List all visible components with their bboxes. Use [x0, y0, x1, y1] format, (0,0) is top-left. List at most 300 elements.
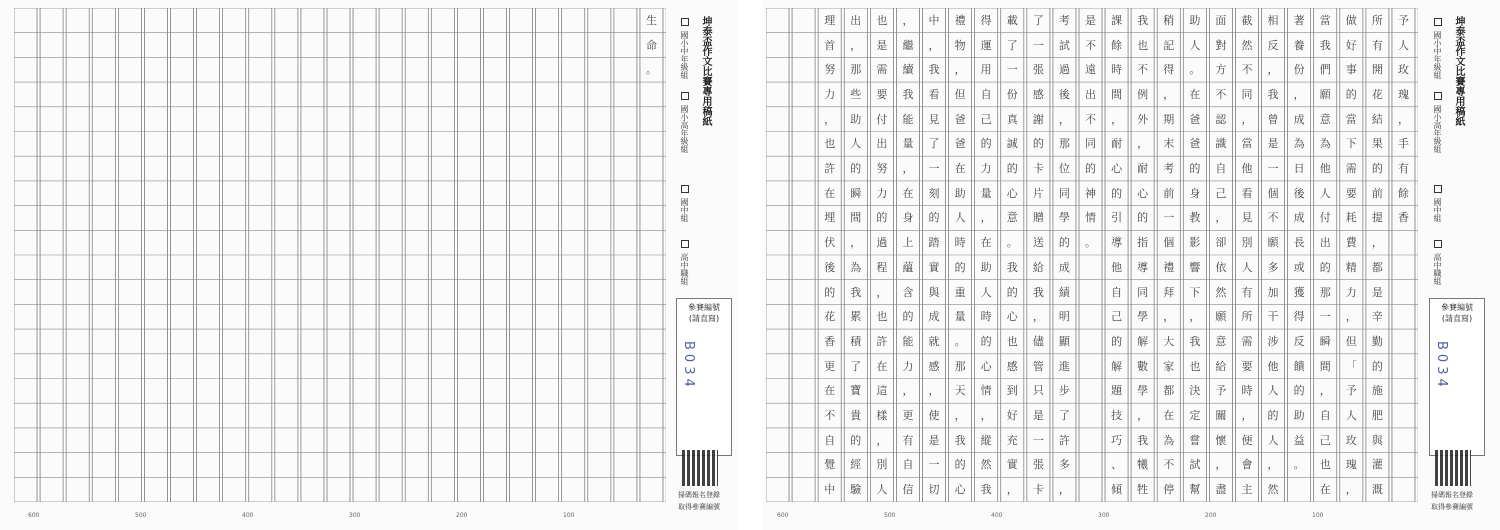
essay-char: 當 [1319, 13, 1331, 27]
essay-char: ， [902, 384, 914, 398]
qr-caption-1: 掃碼報名登錄 [678, 491, 720, 499]
essay-char: ， [1058, 483, 1070, 497]
ruler-label: 600 [777, 512, 789, 519]
essay-char: 看 [928, 87, 940, 101]
essay-char: 瞬 [850, 186, 862, 200]
left-form-sidebar [676, 10, 731, 515]
essay-char: 許 [1058, 433, 1070, 447]
essay-char: 的 [1032, 137, 1044, 151]
essay-char: 別 [1241, 236, 1253, 250]
essay-char: 許 [824, 162, 836, 176]
essay-char: 的 [902, 310, 914, 324]
essay-char: 在 [824, 384, 836, 398]
essay-char: 信 [902, 483, 914, 497]
essay-char: 了 [1058, 409, 1070, 423]
essay-char: 物 [954, 38, 966, 52]
essay-char: 管 [1032, 359, 1044, 373]
essay-char: 樣 [876, 409, 888, 423]
essay-char: 。 [1085, 236, 1096, 250]
essay-char: 在 [876, 359, 888, 373]
essay-char: 溉 [1371, 483, 1383, 497]
checked-checkbox-icon[interactable] [1434, 92, 1442, 100]
essay-char: 在 [824, 186, 836, 200]
essay-char: 真 [1006, 112, 1018, 126]
essay-char: 我 [1319, 38, 1331, 52]
essay-char: ， [1163, 87, 1175, 101]
essay-char: 試 [1189, 458, 1201, 472]
essay-char: 期 [1163, 112, 1175, 126]
essay-char: ， [980, 211, 992, 225]
essay-char: 依 [1215, 260, 1227, 274]
essay-char: 截 [1241, 13, 1253, 27]
essay-char: 遠 [1085, 63, 1096, 77]
essay-char: 自 [1111, 285, 1123, 299]
id-label: 參賽編號 [1441, 303, 1473, 312]
essay-char: 含 [902, 285, 914, 299]
essay-char: 了 [1032, 13, 1044, 27]
essay-char: 力 [1345, 285, 1357, 299]
essay-char: 是 [928, 433, 940, 447]
essay-char: 刻 [928, 186, 940, 200]
essay-char: 然 [1215, 285, 1227, 299]
checkbox-icon[interactable] [681, 92, 689, 100]
essay-char: 天 [954, 384, 966, 398]
essay-char: 不 [1085, 112, 1096, 126]
checkbox-icon[interactable] [681, 240, 689, 248]
essay-char: 使 [928, 409, 940, 423]
essay-char: 一 [928, 162, 940, 176]
checkbox-icon[interactable] [1434, 18, 1442, 26]
essay-char: 末 [1163, 137, 1175, 151]
option-elem-mid[interactable]: 國小中年級組 [679, 18, 690, 79]
essay-char: 我 [954, 433, 966, 447]
essay-char: 的 [928, 211, 940, 225]
essay-char: 了 [850, 359, 862, 373]
essay-char: 不 [1085, 38, 1096, 52]
essay-char: 卡 [1032, 162, 1044, 176]
essay-char: 肥 [1371, 409, 1383, 423]
essay-char: 用 [980, 63, 992, 77]
essay-char: 時 [980, 310, 992, 324]
essay-char: 累 [850, 310, 862, 324]
essay-char: 人 [850, 137, 862, 151]
ruler-label: 400 [991, 512, 1003, 519]
essay-char: 禮 [954, 13, 966, 27]
essay-char: 顯 [1058, 334, 1070, 348]
essay-char: 我 [1267, 87, 1279, 101]
essay-char: 著 [1293, 13, 1305, 27]
essay-char: 間 [1319, 359, 1331, 373]
essay-char: 灌 [1371, 458, 1383, 472]
essay-char: 加 [1267, 285, 1279, 299]
essay-char: 數 [1137, 359, 1149, 373]
essay-char: 一 [928, 458, 940, 472]
essay-char: 也 [1319, 458, 1331, 472]
essay-char: 反 [1293, 334, 1305, 348]
essay-char: 我 [1032, 285, 1044, 299]
essay-char: 好 [1006, 409, 1018, 423]
essay-char: 在 [1163, 409, 1175, 423]
essay-char: 成 [1293, 112, 1305, 126]
essay-char: 傾 [1111, 483, 1123, 497]
essay-char: 下 [1189, 285, 1201, 299]
essay-char: 人 [1267, 384, 1279, 398]
essay-char: 解 [1137, 334, 1149, 348]
option-senior[interactable]: 高中職組 [1432, 240, 1443, 285]
essay-char: 心 [954, 483, 966, 497]
checkbox-icon[interactable] [681, 18, 689, 26]
essay-char: ， [824, 112, 836, 126]
essay-char: 學 [1137, 384, 1149, 398]
essay-char: 份 [1293, 63, 1305, 77]
essay-char: ， [1189, 310, 1201, 324]
essay-char: 玫 [1397, 63, 1409, 77]
essay-char: 個 [1267, 186, 1279, 200]
ruler-label: 100 [563, 512, 575, 519]
essay-char: 貴 [850, 409, 862, 423]
essay-char: ， [1111, 112, 1123, 126]
essay-char: 試 [1058, 38, 1070, 52]
essay-char: 然 [1267, 483, 1279, 497]
qr-code-icon[interactable] [682, 450, 718, 486]
essay-char: 的 [1006, 162, 1018, 176]
essay-char: 他 [1241, 162, 1253, 176]
essay-char: 是 [1371, 285, 1383, 299]
essay-char: 是 [876, 38, 888, 52]
essay-char: ， [1241, 409, 1253, 423]
essay-char: 助 [1293, 409, 1305, 423]
essay-char: ， [1293, 87, 1305, 101]
essay-char: 力 [876, 186, 888, 200]
essay-char: 經 [850, 458, 862, 472]
essay-char: ， [876, 285, 888, 299]
essay-char: 能 [902, 334, 914, 348]
essay-char: 的 [980, 137, 992, 151]
essay-char: 那 [850, 63, 862, 77]
essay-char: 嘗 [1189, 433, 1201, 447]
essay-char: 時 [954, 236, 966, 250]
essay-char: 多 [1267, 260, 1279, 274]
qr-code-icon[interactable] [1435, 450, 1471, 486]
right-writing-grid [766, 8, 1418, 502]
essay-char: 要 [1241, 359, 1253, 373]
essay-char: ， [902, 162, 914, 176]
essay-char: ， [902, 13, 914, 27]
id-label: 參賽編號 [688, 303, 720, 312]
essay-char: 的 [1189, 162, 1201, 176]
essay-char: ， [1241, 112, 1253, 126]
essay-char: 也 [1006, 334, 1018, 348]
essay-char: ， [980, 409, 992, 423]
essay-char: 導 [1111, 236, 1123, 250]
essay-char: 予 [1397, 13, 1409, 27]
id-value: B034 [1434, 341, 1449, 391]
essay-char: 神 [1085, 186, 1096, 200]
form-title: 坤泰盃作文比賽專用稿紙 [1453, 16, 1464, 126]
essay-char: ， [1397, 112, 1409, 126]
essay-char: 結 [1371, 112, 1383, 126]
form-title: 坤泰盃作文比賽專用稿紙 [700, 16, 711, 126]
essay-char: 開 [1371, 63, 1383, 77]
essay-char: 益 [1293, 433, 1305, 447]
essay-char: 卻 [1215, 236, 1227, 250]
essay-char: 心 [980, 359, 992, 373]
essay-char: ， [1345, 310, 1357, 324]
option-junior[interactable]: 國中組 [1432, 185, 1443, 222]
essay-char: 切 [928, 483, 940, 497]
essay-char: 己 [1111, 310, 1123, 324]
essay-char: 香 [1397, 211, 1409, 225]
essay-char: 人 [876, 483, 888, 497]
essay-char: 獲 [1293, 285, 1305, 299]
essay-char: 我 [850, 285, 862, 299]
essay-char: 們 [1319, 63, 1331, 77]
essay-char: 成 [1058, 260, 1070, 274]
essay-char: 技 [1111, 409, 1123, 423]
essay-char: 與 [1371, 433, 1383, 447]
essay-char: 人 [1189, 38, 1201, 52]
essay-char: 一 [1006, 63, 1018, 77]
essay-char: 不 [1137, 63, 1149, 77]
essay-char: 那 [1319, 285, 1331, 299]
essay-char: 。 [645, 63, 657, 77]
essay-char: 間 [850, 211, 862, 225]
essay-char: 我 [1137, 433, 1149, 447]
essay-char: 卡 [1032, 483, 1044, 497]
essay-char: 張 [1032, 63, 1044, 77]
essay-char: 中 [928, 13, 940, 27]
contest-id-box [676, 298, 732, 456]
essay-char: 力 [824, 87, 836, 101]
essay-char: 時 [1241, 384, 1253, 398]
left-writing-grid [14, 8, 666, 502]
essay-char: 得 [1163, 63, 1175, 77]
essay-char: 努 [876, 162, 888, 176]
essay-char: 力 [980, 162, 992, 176]
id-note: (請直寫) [688, 314, 720, 323]
essay-char: 在 [1189, 87, 1201, 101]
checkbox-icon[interactable] [681, 185, 689, 193]
essay-char: 身 [1189, 186, 1201, 200]
essay-char: 、 [1111, 458, 1123, 472]
left-grid-lines [14, 8, 666, 502]
essay-char: 然 [980, 458, 992, 472]
essay-char: 題 [1111, 384, 1123, 398]
essay-char: 助 [954, 186, 966, 200]
essay-char: 指 [1137, 236, 1149, 250]
option-elem-mid[interactable]: 國小中年級組 [1432, 18, 1443, 79]
essay-char: 積 [850, 334, 862, 348]
essay-char: ， [954, 63, 966, 77]
essay-char: 贈 [1032, 211, 1044, 225]
ruler-label: 500 [135, 512, 147, 519]
essay-char: 涉 [1267, 334, 1279, 348]
essay-char: 花 [1371, 87, 1383, 101]
essay-char: 張 [1032, 458, 1044, 472]
essay-char: 別 [876, 458, 888, 472]
essay-char: 許 [876, 334, 888, 348]
essay-char: 爸 [954, 112, 966, 126]
essay-char: 感 [928, 359, 940, 373]
option-senior[interactable]: 高中職組 [679, 240, 690, 285]
essay-char: 蘊 [902, 260, 914, 274]
essay-char: 的 [824, 285, 836, 299]
essay-char: 長 [1293, 236, 1305, 250]
essay-char: 身 [902, 211, 914, 225]
essay-char: 意 [1215, 334, 1227, 348]
right-form-sidebar [1429, 10, 1484, 515]
essay-char: 所 [1371, 13, 1383, 27]
essay-char: 是 [1085, 13, 1096, 27]
essay-char: 稍 [1163, 13, 1175, 27]
essay-char: 拜 [1163, 285, 1175, 299]
essay-char: 些 [850, 87, 862, 101]
essay-char: 為 [1319, 137, 1331, 151]
essay-char: 的 [1293, 384, 1305, 398]
essay-char: 己 [980, 112, 992, 126]
essay-char: ， [850, 38, 862, 52]
checkbox-icon[interactable] [1434, 185, 1442, 193]
essay-char: 繼 [902, 38, 914, 52]
essay-char: 到 [1006, 384, 1018, 398]
essay-char: 耐 [1137, 162, 1149, 176]
essay-char: 的 [1345, 87, 1357, 101]
essay-char: 重 [954, 285, 966, 299]
essay-char: 精 [1345, 260, 1357, 274]
essay-char: 更 [902, 409, 914, 423]
essay-char: 在 [1319, 483, 1331, 497]
option-elem-high[interactable]: 國小高年級組 [1432, 92, 1443, 153]
essay-char: 給 [1215, 359, 1227, 373]
essay-char: 份 [1006, 87, 1018, 101]
essay-char: 巧 [1111, 433, 1123, 447]
essay-char: 也 [876, 310, 888, 324]
essay-char: 助 [1189, 13, 1201, 27]
essay-char: 勤 [1371, 334, 1383, 348]
essay-char: 餘 [1111, 38, 1123, 52]
essay-char: 中 [824, 483, 836, 497]
essay-char: 的 [980, 334, 992, 348]
essay-char: 辛 [1371, 310, 1383, 324]
essay-char: 心 [1006, 310, 1018, 324]
essay-char: 做 [1345, 13, 1357, 27]
option-elem-high[interactable]: 國小高年級組 [679, 92, 690, 153]
essay-char: 埋 [824, 211, 836, 225]
essay-char: 在 [980, 236, 992, 250]
essay-char: 也 [1189, 359, 1201, 373]
option-junior[interactable]: 國中組 [679, 185, 690, 222]
essay-char: 不 [1215, 87, 1227, 101]
essay-char: 懷 [1215, 433, 1227, 447]
essay-char: 與 [928, 285, 940, 299]
essay-char: ， [1058, 112, 1070, 126]
essay-char: 後 [1058, 87, 1070, 101]
essay-char: 踏 [928, 236, 940, 250]
ruler-label: 500 [884, 512, 896, 519]
essay-char: 給 [1032, 260, 1044, 274]
essay-char: 自 [1215, 162, 1227, 176]
essay-char: 決 [1189, 384, 1201, 398]
essay-char: 多 [1058, 458, 1070, 472]
essay-char: 伏 [824, 236, 836, 250]
essay-char: 人 [1241, 260, 1253, 274]
essay-char: 程 [876, 260, 888, 274]
essay-char: 需 [1345, 162, 1357, 176]
essay-char: 同 [1085, 137, 1096, 151]
essay-char: 爸 [1189, 137, 1201, 151]
essay-char: 的 [850, 162, 862, 176]
essay-char: 寶 [850, 384, 862, 398]
essay-char: 後 [824, 260, 836, 274]
essay-char: 績 [1058, 285, 1070, 299]
essay-char: 爸 [954, 137, 966, 151]
essay-char: 充 [1006, 433, 1018, 447]
essay-char: 量 [980, 186, 992, 200]
essay-char: 饋 [1293, 359, 1305, 373]
essay-char: 的 [1111, 186, 1123, 200]
essay-char: 一 [1267, 162, 1279, 176]
essay-char: ， [954, 409, 966, 423]
essay-char: 然 [1241, 38, 1253, 52]
ruler-label: 600 [28, 512, 40, 519]
essay-char: 一 [1032, 433, 1044, 447]
essay-char: 的 [1319, 260, 1331, 274]
essay-char: 自 [824, 433, 836, 447]
essay-char: 明 [1058, 310, 1070, 324]
essay-char: 一 [1319, 310, 1331, 324]
essay-char: 意 [1006, 211, 1018, 225]
essay-char: 出 [850, 13, 862, 27]
essay-char: 努 [824, 63, 836, 77]
essay-char: 手 [1397, 137, 1409, 151]
essay-char: 在 [954, 162, 966, 176]
essay-char: 我 [1137, 13, 1149, 27]
essay-char: 運 [980, 38, 992, 52]
essay-char: 的 [850, 433, 862, 447]
ruler-label: 200 [1205, 512, 1217, 519]
essay-char: 的 [1137, 211, 1149, 225]
essay-char: 瞬 [1319, 334, 1331, 348]
essay-char: 為 [1293, 137, 1305, 151]
essay-char: 的 [1006, 285, 1018, 299]
essay-char: 付 [876, 112, 888, 126]
essay-char: 課 [1111, 13, 1123, 27]
ruler-label: 400 [242, 512, 254, 519]
essay-char: 人 [1397, 38, 1409, 52]
essay-char: 感 [1006, 359, 1018, 373]
essay-char: 同 [1241, 87, 1253, 101]
qr-caption-2: 取得參賽編號 [1431, 503, 1473, 511]
essay-char: ， [1137, 137, 1149, 151]
essay-char: 果 [1371, 137, 1383, 151]
essay-char: 能 [902, 112, 914, 126]
essay-char: 心 [1137, 186, 1149, 200]
contest-id-box [1429, 298, 1485, 456]
essay-char: 所 [1241, 310, 1253, 324]
ruler-label: 300 [349, 512, 361, 519]
left-essay-sheet [0, 0, 737, 530]
essay-char: 識 [1215, 137, 1227, 151]
essay-char: ， [1137, 409, 1149, 423]
essay-char: 餘 [1397, 186, 1409, 200]
checkbox-icon[interactable] [1434, 240, 1442, 248]
essay-char: 相 [1267, 13, 1279, 27]
essay-char: 都 [1163, 384, 1175, 398]
essay-char: 片 [1032, 186, 1044, 200]
essay-char: 玫 [1345, 433, 1357, 447]
essay-char: 是 [1267, 137, 1279, 151]
essay-char: 學 [1137, 310, 1149, 324]
